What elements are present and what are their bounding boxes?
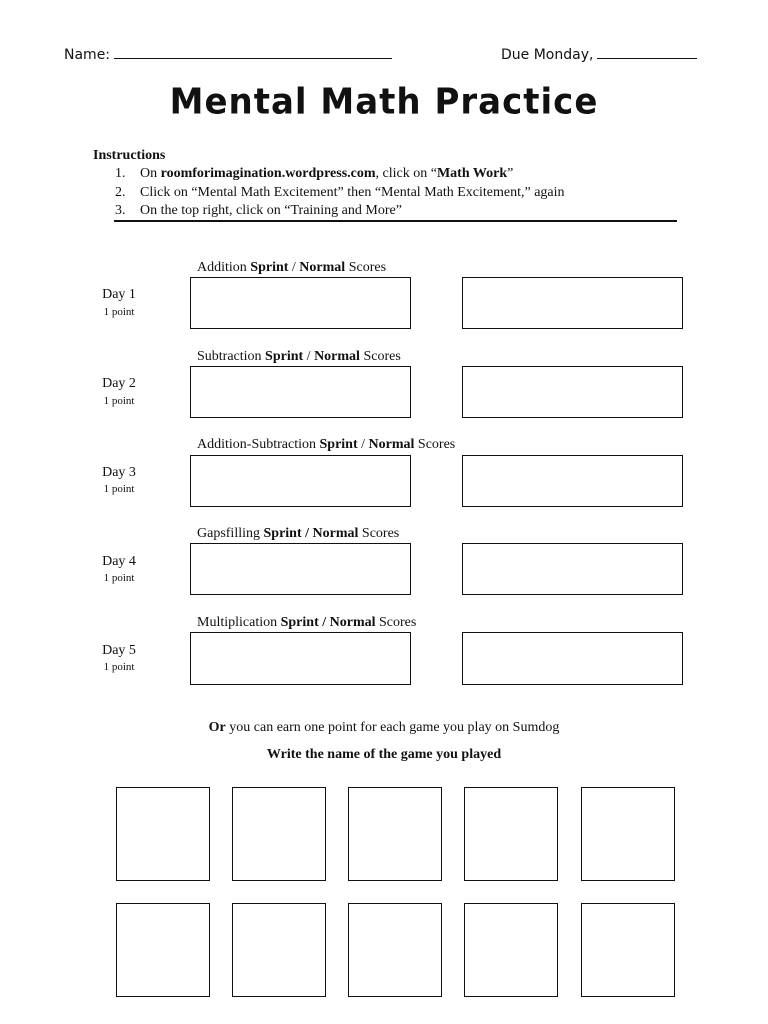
game-name-box[interactable] — [116, 903, 210, 997]
sprint-score-box[interactable] — [190, 455, 411, 507]
day-label: Day 1 — [102, 287, 136, 302]
point-label: 1 point — [103, 483, 135, 495]
instructions-heading: Instructions — [93, 148, 166, 163]
instructions-divider — [114, 220, 677, 222]
day-label: Day 2 — [102, 376, 136, 391]
normal-score-box[interactable] — [462, 366, 683, 418]
score-heading: Subtraction Sprint / Normal Scores — [197, 349, 401, 364]
sprint-score-box[interactable] — [190, 277, 411, 329]
point-label: 1 point — [103, 572, 135, 584]
instruction-step-2: 2. Click on “Mental Math Excitement” then “Mental Math Excitement,” again — [115, 184, 565, 200]
instructions-list — [115, 165, 565, 221]
game-name-box[interactable] — [232, 903, 326, 997]
game-name-box[interactable] — [348, 903, 442, 997]
due-field-row — [501, 46, 697, 63]
game-name-instruction: Write the name of the game you played — [266, 747, 502, 762]
game-name-box[interactable] — [464, 903, 558, 997]
normal-score-box[interactable] — [462, 455, 683, 507]
game-name-box[interactable] — [348, 787, 442, 881]
score-heading: Multiplication Sprint / Normal Scores — [197, 615, 417, 630]
normal-score-box[interactable] — [462, 277, 683, 329]
normal-score-box[interactable] — [462, 632, 683, 685]
game-name-box[interactable] — [116, 787, 210, 881]
game-name-box[interactable] — [581, 903, 675, 997]
game-name-box[interactable] — [581, 787, 675, 881]
normal-score-box[interactable] — [462, 543, 683, 595]
sumdog-note: Or you can earn one point for each game you play on Sumdog — [208, 720, 560, 735]
sprint-score-box[interactable] — [190, 632, 411, 685]
game-name-box[interactable] — [464, 787, 558, 881]
point-label: 1 point — [103, 306, 135, 318]
point-label: 1 point — [103, 395, 135, 407]
point-label: 1 point — [103, 661, 135, 673]
name-label: Name: — [64, 47, 111, 63]
day-label: Day 3 — [102, 465, 136, 480]
name-blank[interactable] — [114, 46, 392, 59]
game-name-box[interactable] — [232, 787, 326, 881]
name-field-row — [64, 46, 392, 63]
sprint-score-box[interactable] — [190, 366, 411, 418]
sprint-score-box[interactable] — [190, 543, 411, 595]
day-label: Day 4 — [102, 554, 136, 569]
site-url: roomforimagination.wordpress.com — [160, 166, 376, 181]
page-title: Mental Math Practice — [169, 81, 599, 123]
day-label: Day 5 — [102, 643, 136, 658]
instruction-step-3: 3. On the top right, click on “Training and More” — [115, 203, 402, 218]
instruction-step-1: 1. On roomforimagination.wordpress.com, click on “Math Work” — [115, 166, 514, 181]
score-heading: Gapsfilling Sprint / Normal Scores — [197, 526, 400, 541]
score-heading: Addition Sprint / Normal Scores — [197, 260, 387, 275]
due-label: Due Monday, — [501, 47, 594, 63]
score-heading: Addition-Subtraction Sprint / Normal Scores — [197, 437, 456, 452]
due-date-blank[interactable] — [597, 46, 697, 59]
